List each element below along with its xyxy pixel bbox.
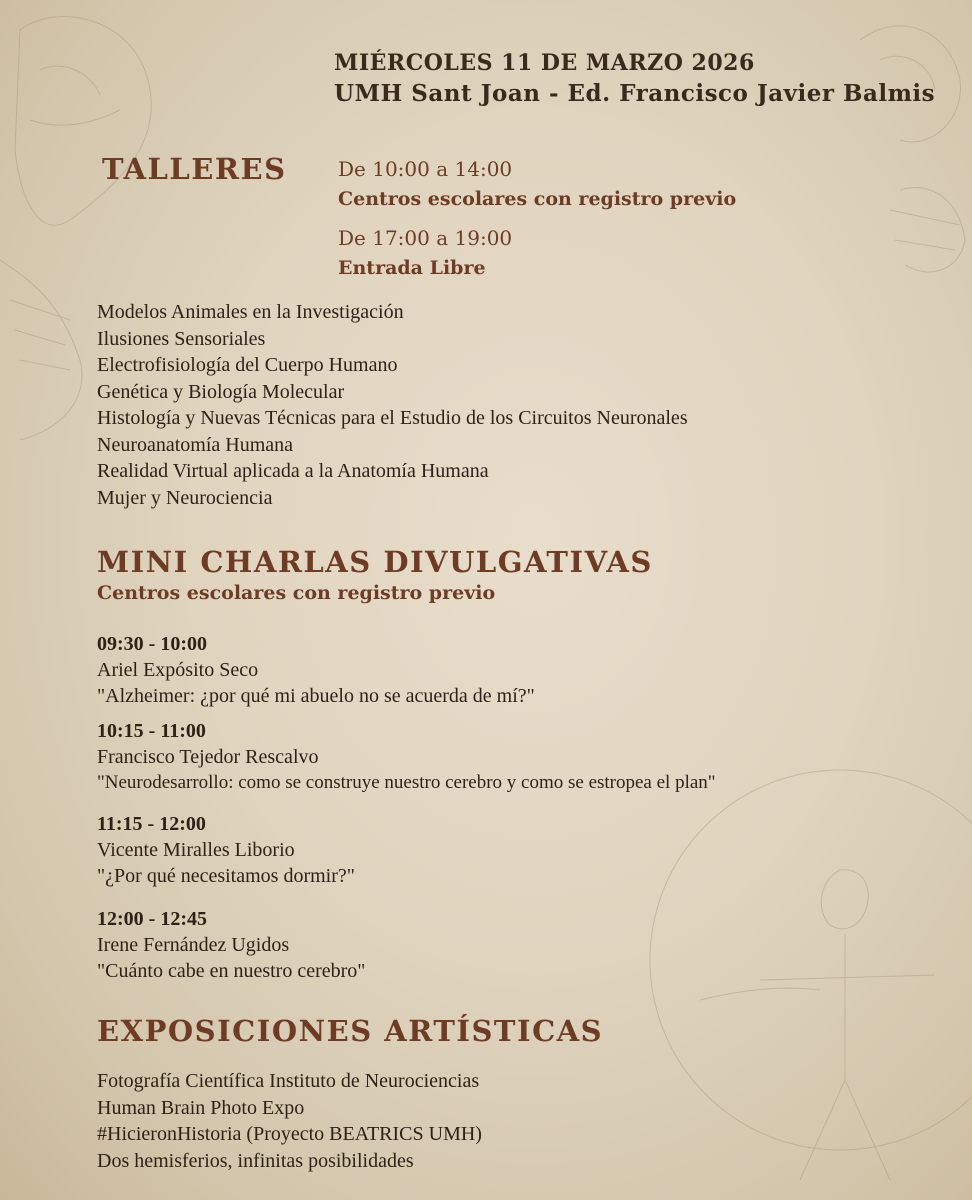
talk-item	[97, 906, 365, 984]
talleres-time-afternoon: De 17:00 a 19:00	[338, 226, 513, 250]
talk-title: "Neurodesarrollo: como se construye nuestro cerebro y como se estropea el plan"	[97, 772, 716, 793]
talleres-note-afternoon: Entrada Libre	[338, 257, 486, 279]
list-item: #HicieronHistoria (Proyecto BEATRICS UMH)	[97, 1123, 482, 1145]
talleres-time-morning: De 10:00 a 14:00	[338, 157, 513, 181]
talk-title: "Cuánto cabe en nuestro cerebro"	[97, 960, 366, 982]
list-item: Genética y Biología Molecular	[97, 380, 345, 403]
talk-time: 10:15 - 11:00	[97, 720, 206, 742]
talk-title: "Alzheimer: ¿por qué mi abuelo no se acuerda de mí?"	[97, 685, 535, 707]
talk-speaker: Francisco Tejedor Rescalvo	[97, 746, 319, 768]
list-item: Realidad Virtual aplicada a la Anatomía Humana	[97, 460, 489, 482]
talk-item	[97, 631, 535, 709]
list-item: Histología y Nuevas Técnicas para el Estudio de los Circuitos Neuronales	[97, 407, 688, 429]
event-location: UMH Sant Joan - Ed. Francisco Javier Balmis	[334, 80, 936, 107]
list-item: Neuroanatomía Humana	[97, 433, 294, 456]
list-item: Human Brain Photo Expo	[97, 1096, 305, 1119]
talk-time: 12:00 - 12:45	[97, 908, 207, 930]
charlas-subtitle: Centros escolares con registro previo	[97, 582, 496, 604]
talk-speaker: Ariel Expósito Seco	[97, 659, 259, 681]
list-item: Ilusiones Sensoriales	[97, 327, 266, 350]
talk-title: "¿Por qué necesitamos dormir?"	[97, 865, 355, 887]
talk-item	[97, 811, 355, 889]
list-item: Mujer y Neurociencia	[97, 486, 273, 509]
list-item: Fotografía Científica Instituto de Neurociencias	[97, 1070, 480, 1092]
list-item: Modelos Animales en la Investigación	[97, 301, 404, 323]
talleres-title: TALLERES	[102, 152, 287, 186]
event-date: MIÉRCOLES 11 DE MARZO 2026	[334, 50, 755, 76]
exposiciones-list	[97, 1068, 482, 1174]
talk-time: 09:30 - 10:00	[97, 633, 207, 655]
talleres-list	[97, 299, 688, 511]
talleres-note-morning: Centros escolares con registro previo	[338, 188, 737, 210]
talk-speaker: Vicente Miralles Liborio	[97, 839, 295, 861]
list-item: Dos hemisferios, infinitas posibilidades	[97, 1149, 414, 1172]
talk-item	[97, 718, 716, 796]
list-item: Electrofisiología del Cuerpo Humano	[97, 354, 398, 376]
talk-time: 11:15 - 12:00	[97, 813, 206, 835]
exposiciones-title: EXPOSICIONES ARTÍSTICAS	[97, 1014, 604, 1048]
talk-speaker: Irene Fernández Ugidos	[97, 934, 290, 956]
charlas-title: MINI CHARLAS DIVULGATIVAS	[97, 545, 653, 579]
